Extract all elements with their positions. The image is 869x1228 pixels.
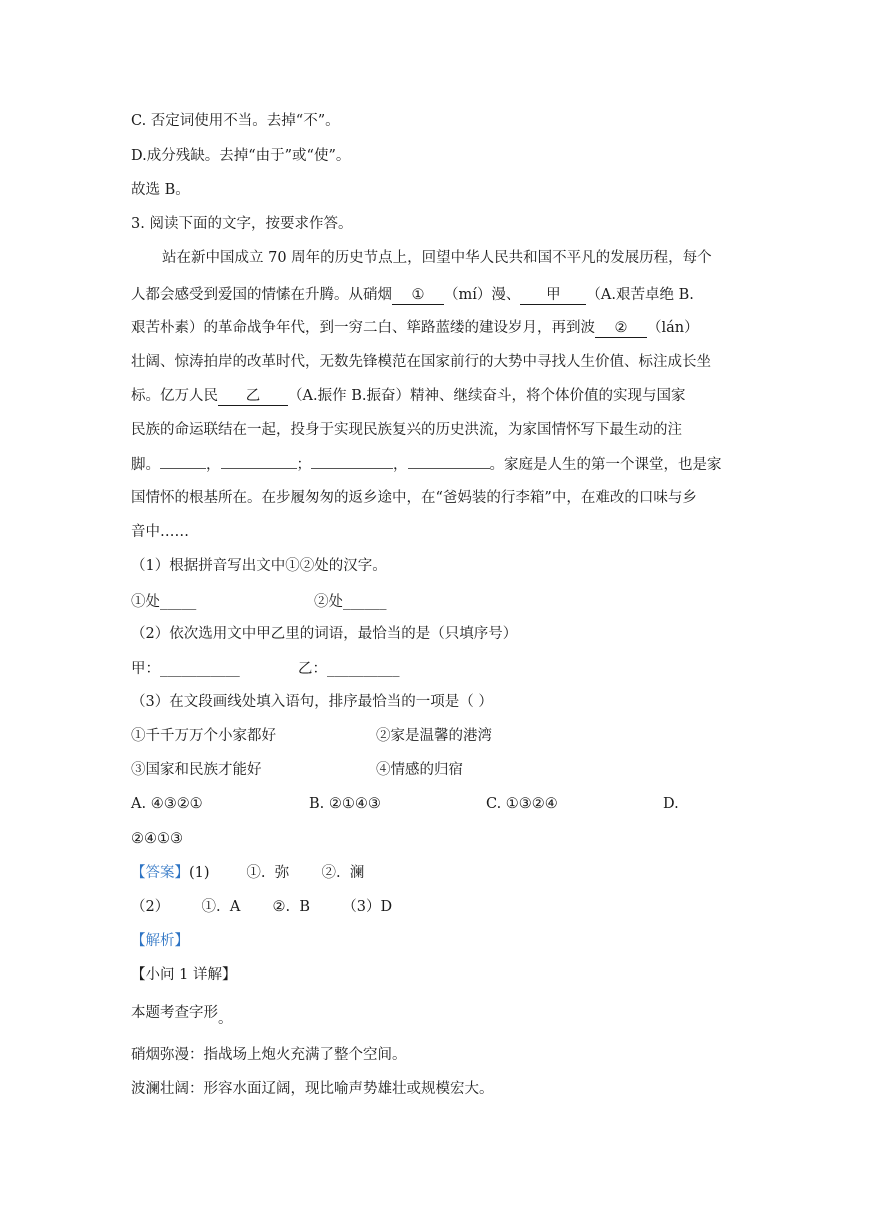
passage-line-9: 音中……	[131, 524, 189, 540]
answer-tag: 【答案】	[131, 865, 189, 881]
option-d-continued: ②④①③	[131, 831, 183, 847]
passage-line-5: 标。亿万人民 乙 （A.振作 B.振奋）精神、继续奋斗，将个体价值的实现与国家	[131, 388, 686, 404]
option-c: C. ①③②④	[486, 796, 558, 812]
answer-line-2: （2） ①. A ②. B （3）D	[131, 899, 393, 915]
passage-line-4: 壮阔、惊涛拍岸的改革时代，无数先锋模范在国家前行的大势中寻找人生价值、标注成长坐	[131, 354, 711, 370]
sub1-detail-heading: 【小问 1 详解】	[131, 967, 237, 983]
underline-slot-3	[311, 454, 393, 469]
analysis-line-1: 本题考查字形。	[131, 1005, 233, 1027]
answer-line-1: 【答案】(1) ①. 弥 ②. 澜	[131, 865, 365, 881]
underline-slot-4	[408, 454, 490, 469]
option-c-explanation: C. 否定词使用不当。去掉“不”。	[131, 113, 340, 129]
option-d: D.	[663, 796, 679, 812]
sentence-2: ②家是温馨的港湾	[376, 728, 492, 744]
sub1-answer-b: ②处______	[314, 594, 387, 610]
previous-answer: 故选 B。	[131, 182, 190, 198]
passage-line-7: 脚。 ， ； ， 。家庭是人生的第一个课堂，也是家	[131, 454, 722, 475]
underline-slot-1	[160, 454, 206, 469]
sub2-answer-yi: 乙：__________	[298, 661, 400, 677]
passage-line-8: 国情怀的根基所在。在步履匆匆的返乡途中，在“爸妈装的行李箱”中，在难改的口味与乡	[131, 490, 697, 506]
passage-line-2: 人都会感受到爱国的情愫在升腾。从硝烟 ① （mí）漫、 甲 （A.艰苦卓绝 B.	[131, 287, 694, 303]
analysis-tag: 【解析】	[131, 933, 189, 949]
sub-question-1: （1）根据拼音写出文中①②处的汉字。	[131, 558, 387, 574]
question-3-heading: 3. 阅读下面的文字，按要求作答。	[131, 216, 353, 232]
underline-slot-2	[221, 454, 297, 469]
blank-1: ①	[392, 286, 444, 305]
sub1-answer-a: ①处_____	[131, 594, 197, 610]
option-d-explanation: D.成分残缺。去掉“由于”或“使”。	[131, 148, 351, 164]
blank-2: ②	[595, 319, 647, 338]
option-b: B. ②①④③	[309, 796, 381, 812]
passage-line-3: 艰苦朴素）的革命战争年代，到一穷二白、筚路蓝缕的建设岁月，再到波 ② （lán）	[131, 320, 699, 336]
analysis-line-3: 波澜壮阔：形容水面辽阔，现比喻声势雄壮或规模宏大。	[131, 1081, 494, 1097]
analysis-line-2: 硝烟弥漫：指战场上炮火充满了整个空间。	[131, 1047, 407, 1063]
passage-line-1: 站在新中国成立 70 周年的历史节点上，回望中华人民共和国不平凡的发展历程，每个	[162, 250, 712, 266]
sub-question-2: （2）依次选用文中甲乙里的词语，最恰当的是（只填序号）	[131, 626, 518, 642]
blank-yi: 乙	[218, 387, 288, 406]
sub2-answer-jia: 甲：___________	[131, 661, 240, 677]
sentence-4: ④情感的归宿	[376, 762, 463, 778]
passage-line-6: 民族的命运联结在一起，投身于实现民族复兴的历史洪流，为家国情怀写下最生动的注	[131, 422, 682, 438]
sub-question-3: （3）在文段画线处填入语句，排序最恰当的一项是（ ）	[131, 694, 493, 710]
sentence-1: ①千千万万个小家都好	[131, 728, 276, 744]
blank-jia: 甲	[520, 286, 586, 305]
option-a: A. ④③②①	[131, 796, 203, 812]
sentence-3: ③国家和民族才能好	[131, 762, 262, 778]
